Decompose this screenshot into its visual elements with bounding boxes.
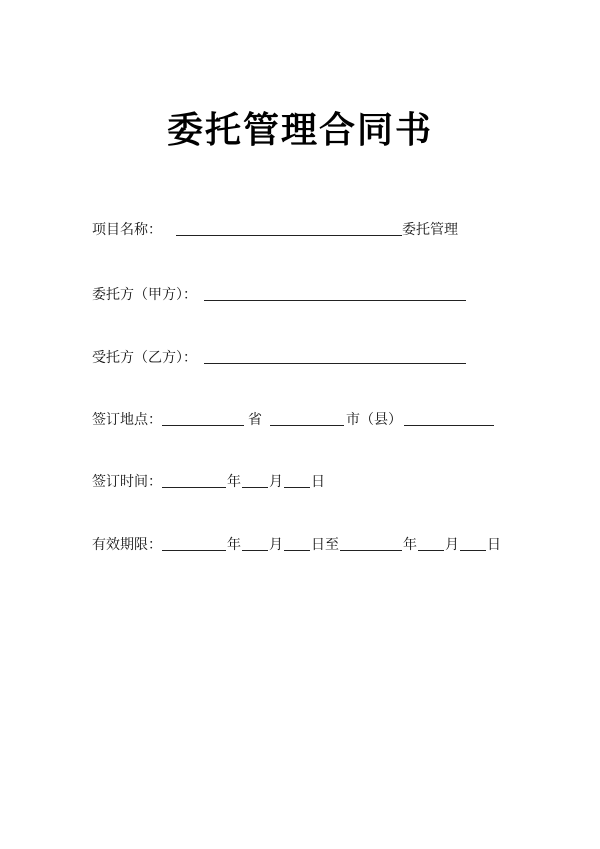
validity-end-month-blank[interactable]	[418, 550, 444, 551]
document-title: 委托管理合同书	[166, 110, 433, 151]
signing-place-province-blank[interactable]	[162, 425, 244, 426]
signing-time-day-blank[interactable]	[284, 487, 310, 488]
signing-place-row	[92, 408, 502, 432]
validity-start-month-blank[interactable]	[242, 550, 268, 551]
party-a-row	[92, 283, 472, 307]
party-a-blank[interactable]	[204, 300, 466, 301]
project-name-suffix: 委托管理	[402, 222, 458, 238]
signing-time-year-blank[interactable]	[162, 487, 226, 488]
party-b-row	[92, 346, 472, 370]
validity-end-year-blank[interactable]	[340, 550, 402, 551]
validity-label: 有效期限：	[92, 537, 162, 553]
signing-place-province-label: 省	[248, 412, 262, 428]
signing-place-city-blank[interactable]	[270, 425, 344, 426]
party-b-blank[interactable]	[204, 363, 466, 364]
signing-time-month-label: 月	[269, 474, 283, 490]
signing-place-label: 签订地点：	[92, 412, 162, 428]
signing-time-day-label: 日	[311, 474, 325, 490]
signing-place-county-blank[interactable]	[404, 425, 494, 426]
project-name-blank[interactable]	[176, 235, 402, 236]
signing-place-city-label: 市（县）	[346, 412, 402, 428]
validity-start-day-blank[interactable]	[284, 550, 310, 551]
party-a-label: 委托方（甲方）：	[92, 287, 197, 303]
validity-end-year-label: 年	[403, 537, 417, 553]
signing-time-year-label: 年	[227, 474, 241, 490]
validity-end-day-blank[interactable]	[460, 550, 486, 551]
validity-start-year-blank[interactable]	[162, 550, 226, 551]
validity-start-year-label: 年	[227, 537, 241, 553]
party-b-label: 受托方（乙方）：	[92, 350, 197, 366]
signing-time-label: 签订时间：	[92, 474, 162, 490]
signing-time-row	[92, 470, 332, 494]
signing-time-month-blank[interactable]	[242, 487, 268, 488]
project-name-label: 项目名称：	[92, 222, 162, 238]
validity-end-day-label: 日	[487, 537, 501, 553]
validity-start-month-label: 月	[269, 537, 283, 553]
project-name-row	[92, 218, 512, 242]
validity-start-day-label: 日至	[311, 537, 339, 553]
validity-end-month-label: 月	[445, 537, 459, 553]
validity-row	[92, 533, 512, 557]
